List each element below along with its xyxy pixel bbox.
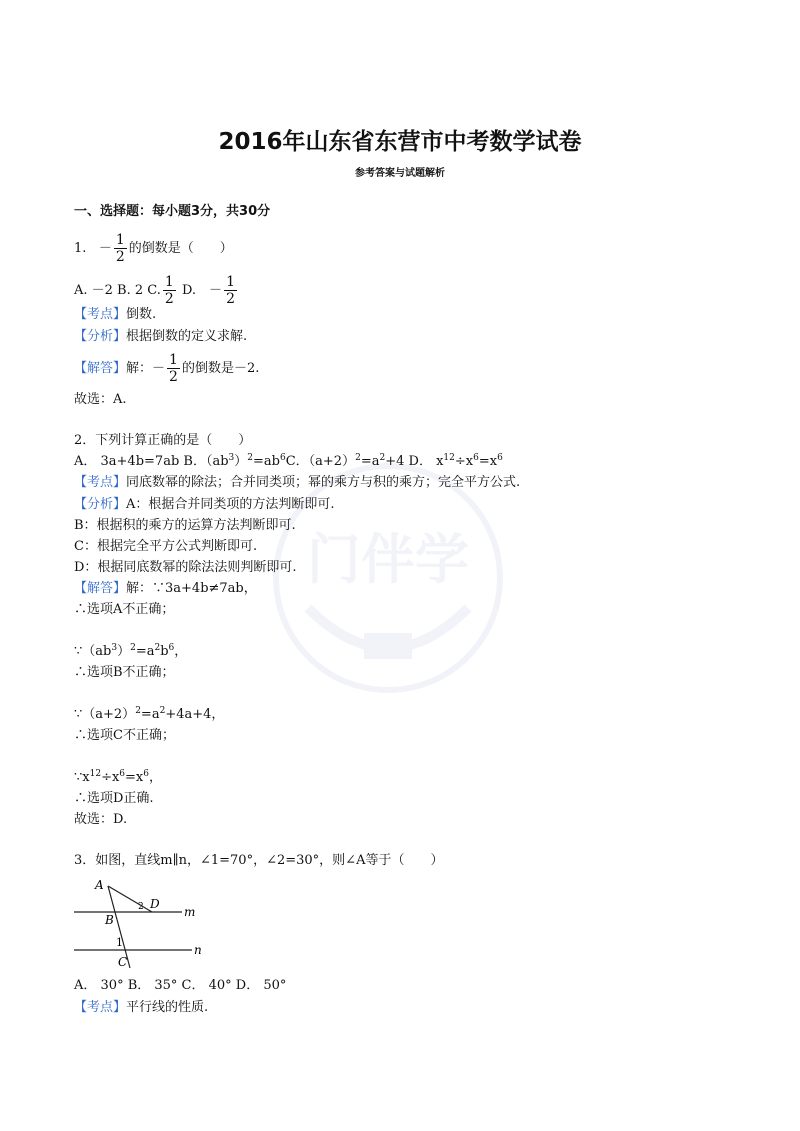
- q1-jieda: 【解答】解：－ $\frac{1}{2}$ 的倒数是－2.: [74, 352, 260, 385]
- q2-jieda-6: ∴选项C不正确；: [74, 728, 175, 743]
- label-c: C: [118, 955, 128, 969]
- q2-options: A． 3a+4b=7ab B．$(ab^3)^2=ab^6C$．$(a+2)^2=a^2+4$ D． $x^{12}\div x^6=x^6$: [74, 453, 503, 469]
- q2-jieda-7: $\because x^{12}\div x^6=x^6$，: [74, 769, 163, 785]
- q2-fenxi-c: C：根据完全平方公式判断即可.: [74, 539, 258, 554]
- line-ad: [108, 886, 152, 912]
- q3-options: A． 30° B． 35° C． 40° D． 50°: [74, 978, 287, 993]
- q3-kaodian: 【考点】平行线的性质.: [74, 1000, 209, 1015]
- section-heading: 一、选择题：每小题3分，共30分: [74, 204, 271, 219]
- q1-fraction: $\frac{1}{2}$: [115, 232, 125, 265]
- q2-jieda-4: ∴选项B不正确；: [74, 665, 175, 680]
- q1-fenxi: 【分析】根据倒数的定义求解.: [74, 329, 248, 344]
- q2-fenxi-b: B：根据积的乘方的运算方法判断即可.: [74, 518, 296, 533]
- q1-kaodian: 【考点】倒数.: [74, 307, 157, 322]
- q2-jieda: 【解答】解：∵3a+4b≠7ab，: [74, 581, 257, 596]
- page-subtitle: 参考答案与试题解析: [355, 168, 445, 179]
- q2-fenxi: 【分析】A：根据合并同类项的方法判断即可.: [74, 497, 335, 512]
- q2-stem: 2．下列计算正确的是（ ）: [74, 433, 252, 448]
- q1-stem: 1. － $\frac{1}{2}$ 的倒数是（ ）: [74, 232, 233, 265]
- watermark-logo: [268, 458, 508, 698]
- q2-fenxi-d: D：根据同底数幂的除法法则判断即可.: [74, 560, 297, 575]
- label-b: B: [105, 913, 114, 927]
- label-1: 1: [116, 936, 123, 949]
- q1-options: A. －2 B. 2 C. $\frac{1}{2}$ D. － $\frac{1}{2}$: [74, 274, 235, 307]
- label-m: m: [184, 905, 196, 919]
- q2-jieda-5: $\because(a+2)^2=a^2+4a+4$，: [74, 706, 225, 722]
- watermark-text: 门伴学: [307, 528, 469, 591]
- label-n: n: [194, 943, 202, 957]
- q3-figure: [70, 874, 210, 970]
- label-a: A: [95, 878, 104, 892]
- q2-kaodian: 【考点】同底数幂的除法；合并同类项；幂的乘方与积的乘方；完全平方公式.: [74, 475, 521, 490]
- q2-jieda-2: ∴选项A不正确；: [74, 602, 175, 617]
- q1-answer: 故选：A.: [74, 392, 127, 407]
- label-d: D: [150, 897, 160, 911]
- label-2: 2: [138, 902, 144, 912]
- q3-stem: 3．如图，直线m∥n，∠1=70°，∠2=30°，则∠A等于（ ）: [74, 853, 444, 868]
- page-title: 2016年山东省东营市中考数学试卷: [218, 129, 582, 155]
- q2-jieda-8: ∴选项D正确.: [74, 791, 154, 806]
- q2-answer: 故选：D.: [74, 812, 128, 827]
- q2-jieda-3: $\because(ab^3)^2=a^2b^6$，: [74, 643, 188, 659]
